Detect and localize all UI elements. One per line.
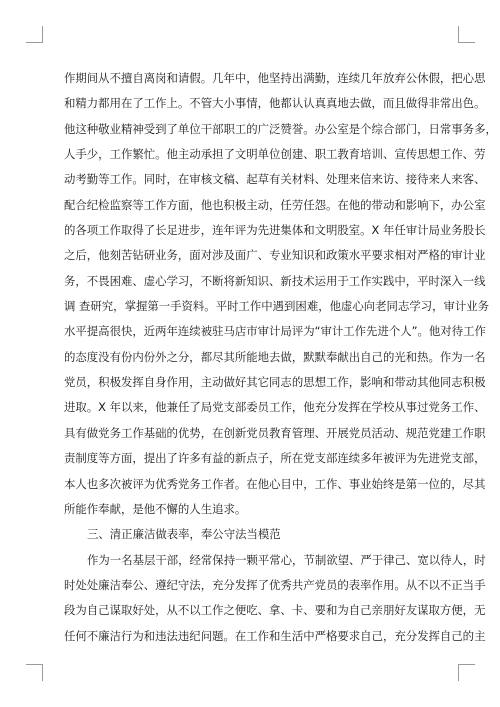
paragraph-last-line: 和精力都用在了工作上。不管大小事情，他都认认真真地去做，而且做得非常出色。 [64, 96, 486, 111]
paragraph-first-line: 作为一名基层干部，经常保持一颗平常心，节制欲望、严于律己、宽以待人，时 [87, 552, 486, 567]
text-line: 人手少，工作繁忙。他主动承担了文明单位创建、职工教育培训、宣传思想工作、劳 [64, 147, 486, 162]
text-line: 之后，他刻苦钻研业务，面对涉及面广、专业知识和政策水平要求相对严格的审计业 [64, 248, 486, 263]
text-line: 调 查研究，掌握第一手资料。平时工作中遇到困难，他虚心向老同志学习，审计业务 [64, 299, 490, 314]
crop-mark-top-right [458, 26, 475, 43]
text-line: 的各项工作取得了长足进步，连年评为先进集体和文明股室。X 年任审计局业务股长 [64, 223, 486, 238]
text-line: 进取。X 年以来，他兼任了局党支部委员工作，他充分发挥在学校从事过党务工作、 [64, 400, 486, 415]
text-line: 时处处廉洁奉公、遵纪守法，充分发挥了优秀共产党员的表率作用。从不以不正当手 [64, 577, 486, 592]
text-line: 动考勤等工作。同时，在审核文稿、起草有关材料、处理来信来访、接待来人来客、 [64, 172, 486, 187]
crop-mark-bottom-right [458, 664, 475, 681]
text-line: 配合纪检监察等工作方面，他也积极主动，任劳任怨。在他的带动和影响下，办公室 [64, 197, 486, 212]
text-line: 作期间从不擅自离岗和请假。几年中，他坚持出满勤，连续几年放弃公休假，把心思 [64, 71, 486, 85]
text-line: 任何不廉洁行为和违法违纪问题。在工作和生活中严格要求自己，充分发挥自己的主 [64, 628, 486, 643]
section-heading: 三、清正廉洁做表率，奉公守法当模范 [87, 527, 281, 542]
text-line: 责制度等方面，提出了许多有益的新点子，所在党支部连续多年被评为先进党支部， [64, 451, 486, 466]
text-line: 本人也多次被评为优秀党务工作者。在他心目中，工作、事业始终是第一位的，尽其 [64, 476, 486, 491]
text-line: 的态度没有份内份外之分，都尽其所能地去做，默默奉献出自己的光和热。作为一名 [64, 349, 486, 364]
crop-mark-bottom-left [26, 664, 43, 681]
text-line: 务，不畏困难、虚心学习，不断将新知识、新技术运用于工作实践中，平时深入一线 [64, 273, 486, 288]
text-line: 段为自己谋取好处，从不以工作之便吃、拿、卡、要和为自己亲朋好友谋取方便，无 [64, 603, 486, 618]
text-line: 具有做党务工作基础的优势，在创新党员教育管理、开展党员活动、规范党建工作职 [64, 425, 486, 440]
text-line: 他这种敬业精神受到了单位干部职工的广泛赞誉。办公室是个综合部门，日常事务多， [64, 121, 497, 136]
text-line: 水平提高很快，近两年连续被驻马店市审计局评为“审计工作先进个人”。他对待工作 [64, 324, 486, 339]
paragraph-last-line: 所能作奉献，是他不懈的人生追求。 [64, 501, 247, 516]
crop-mark-top-left [26, 26, 43, 43]
text-line: 党员，积极发挥自身作用，主动做好其它同志的思想工作，影响和带动其他同志积极 [64, 375, 486, 390]
document-body[interactable] [64, 66, 497, 649]
